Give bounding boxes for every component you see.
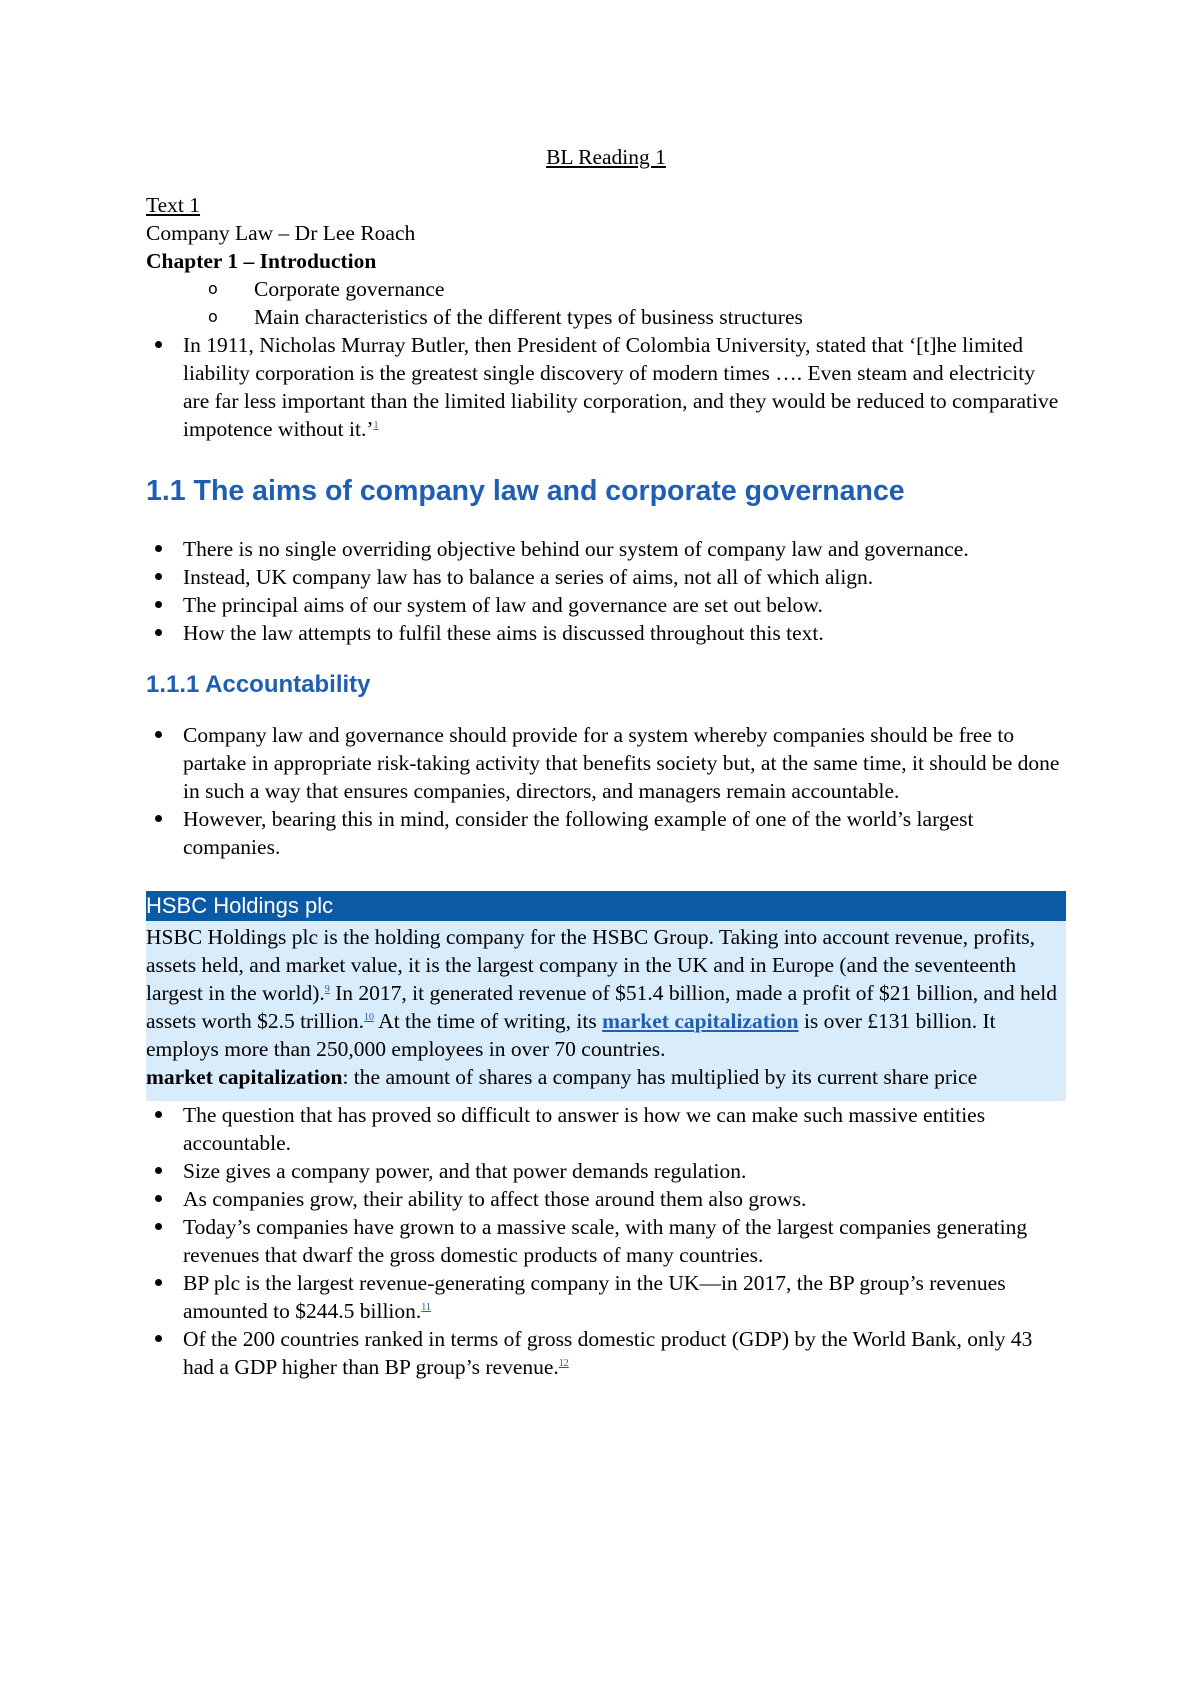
bullet-dot-icon: [155, 1195, 162, 1202]
bullet-dot-icon: [155, 341, 162, 348]
closing-bullet-list: [146, 1101, 1066, 1381]
document-content: [146, 143, 1066, 1381]
list-item: Company law and governance should provide for a system whereby companies should be free to partake in appropriate risk-taking activity that benefits society but, at the same time, it should be done in such a way that ensures companies, directors, and managers remain accountable.: [146, 721, 1066, 805]
circle-bullet-icon: o: [208, 307, 218, 326]
bullet-dot-icon: [155, 545, 162, 552]
footnote-link[interactable]: 1: [373, 419, 379, 431]
chapter-topic-item: o Main characteristics of the different types of business structures: [208, 305, 803, 329]
list-item: However, bearing this in mind, consider the following example of one of the world’s largest companies.: [146, 805, 1066, 861]
footnote-link[interactable]: 12: [558, 1357, 569, 1369]
list-item: As companies grow, their ability to affect those around them also grows.: [146, 1185, 1066, 1213]
definition-term: market capitalization: [146, 1065, 343, 1089]
hsbc-case-box: [146, 891, 1066, 1101]
list-item: Size gives a company power, and that power demands regulation.: [146, 1157, 1066, 1185]
intro-bullet-list: [146, 331, 1066, 443]
chapter-topic-item: o Corporate governance: [208, 277, 445, 301]
list-item: BP plc is the largest revenue-generating company in the UK—in 2017, the BP group’s revenues amounted to $244.5 billion.$^{11}$: [146, 1269, 1066, 1325]
definition-text: : the amount of shares a company has multiplied by its current share price: [342, 1065, 978, 1089]
list-item: Instead, UK company law has to balance a series of aims, not all of which align.: [146, 563, 1066, 591]
list-item: The principal aims of our system of law and governance are set out below.: [146, 591, 1066, 619]
bullet-dot-icon: [155, 573, 162, 580]
bullet-dot-icon: [155, 731, 162, 738]
list-item: Of the 200 countries ranked in terms of gross domestic product (GDP) by the World Bank, only 43 had a GDP higher than BP group’s revenue.$^{12}$: [146, 1325, 1066, 1381]
list-item: Today’s companies have grown to a massive scale, with many of the largest companies generating revenues that dwarf the gross domestic products of many countries.: [146, 1213, 1066, 1269]
bullet-dot-icon: [155, 601, 162, 608]
case-box-title: HSBC Holdings plc: [146, 891, 1066, 921]
chapter-topic-list: [146, 275, 1066, 331]
circle-bullet-icon: o: [208, 279, 218, 298]
section-heading-1-1-1: 1.1.1 Accountability: [146, 671, 371, 698]
footnote-link[interactable]: 9: [324, 983, 330, 995]
intro-bullet: In 1911, Nicholas Murray Butler, then President of Colombia University, stated that ‘[t]he limited liability corporation is the greatest single discovery of modern times …. Even steam and electricity are far less important than the limited liability corporation, and they would be reduced to comparative impotence without it.’$^1$: [146, 331, 1066, 443]
accountability-bullet-list: [146, 721, 1066, 861]
case-box-body: HSBC Holdings plc is the holding company for the HSBC Group. Taking into account revenue, profits, assets held, and market value, it is the largest company in the UK and in Europe (and the seventeenth largest in the world).$^9$ In 2017, it generated revenue of $51.4 billion, made a profit of $21 billion, and held assets worth $2.5 trillion.$^{10}$ At the time of writing, its market capitalization is over £131 billion. It employs more than 250,000 employees in over 70 countries. market capitalization: the amount of shares a company has multiplied by its current share price: [146, 921, 1066, 1101]
footnote-link[interactable]: 11: [421, 1301, 431, 1313]
market-capitalization-link[interactable]: market capitalization: [602, 1009, 799, 1033]
bullet-dot-icon: [155, 1223, 162, 1230]
bullet-dot-icon: [155, 815, 162, 822]
list-item: There is no single overriding objective behind our system of company law and governance.: [146, 535, 1066, 563]
bullet-dot-icon: [155, 1279, 162, 1286]
book-reference: Company Law – Dr Lee Roach: [146, 221, 416, 245]
section-heading-1-1: 1.1 The aims of company law and corporate governance: [146, 475, 905, 507]
document-title: BL Reading 1: [546, 145, 666, 169]
bullet-dot-icon: [155, 629, 162, 636]
bullet-dot-icon: [155, 1167, 162, 1174]
aims-bullet-list: [146, 535, 1066, 647]
bullet-dot-icon: [155, 1335, 162, 1342]
footnote-link[interactable]: 10: [363, 1011, 374, 1023]
list-item: How the law attempts to fulfil these aims is discussed throughout this text.: [146, 619, 1066, 647]
list-item: The question that has proved so difficult to answer is how we can make such massive entities accountable.: [146, 1101, 1066, 1157]
bullet-dot-icon: [155, 1111, 162, 1118]
chapter-heading: Chapter 1 – Introduction: [146, 249, 377, 273]
text-label: Text 1: [146, 193, 201, 217]
